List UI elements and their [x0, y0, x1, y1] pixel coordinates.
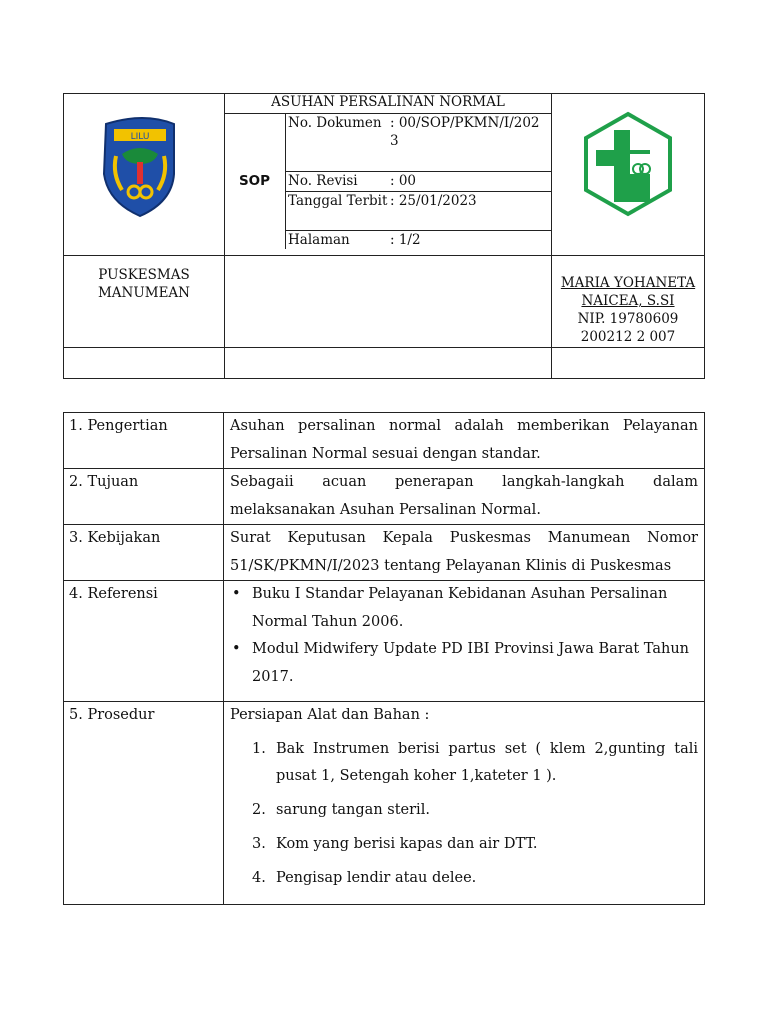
step-text: Pengisap lendir atau delee.: [276, 869, 477, 886]
list-item: • Modul Midwifery Update PD IBI Provinsi Jawa Barat Tahun 2017.: [252, 636, 698, 691]
pengertian-text: Asuhan persalinan normal adalah memberikan Pelayanan Persalinan Normal sesuai dengan standar.: [224, 413, 705, 469]
sop-header-table: [63, 93, 705, 379]
row-referensi: [64, 581, 705, 702]
no-revisi-value: : 00: [390, 172, 417, 189]
signer-nip: NIP. 19780609 200212 2 007: [577, 311, 679, 345]
kebijakan-text: Surat Keputusan Kepala Puskesmas Manumean Nomor 51/SK/PKMN/I/2023 tentang Pelayanan Klinis di Puskesmas: [224, 525, 705, 581]
puskesmas-logo-icon: [552, 94, 704, 251]
header-middle: [225, 94, 552, 256]
svg-text:LILU: LILU: [130, 132, 150, 142]
list-item: • Buku I Standar Pelayanan Kebidanan Asuhan Persalinan Normal Tahun 2006.: [252, 581, 698, 636]
signer-block: [552, 256, 705, 348]
prosedur-intro: Persiapan Alat dan Bahan :: [230, 707, 430, 723]
blank-cell-3: [552, 348, 705, 379]
blank-cell-2: [225, 348, 552, 379]
tanggal-label: Tanggal Terbit: [288, 192, 388, 209]
referensi-label: 4. Referensi: [64, 581, 224, 702]
sop-content-table: [63, 412, 705, 905]
no-revisi-label: No. Revisi: [288, 172, 358, 189]
prosedur-steps: [230, 736, 698, 892]
kebijakan-label: 3. Kebijakan: [64, 525, 224, 581]
step-number: 3.: [252, 835, 266, 852]
signer-name: MARIA YOHANETA NAICEA, S.SI: [560, 275, 696, 309]
tujuan-label: 2. Tujuan: [64, 469, 224, 525]
list-item: [252, 736, 698, 790]
step-text: Kom yang berisi kapas dan air DTT.: [276, 835, 538, 852]
right-logo-cell: [552, 94, 705, 256]
no-dokumen-value: : 00/SOP/PKMN/I/2023: [390, 114, 540, 149]
list-item: [252, 797, 698, 824]
sop-label: SOP: [224, 113, 286, 249]
tanggal-value: : 25/01/2023: [390, 192, 477, 209]
referensi-list: [230, 581, 698, 691]
step-number: 4.: [252, 869, 266, 886]
no-dokumen-label: No. Dokumen: [288, 114, 382, 131]
halaman-value: : 1/2: [390, 231, 421, 248]
step-number: 1.: [252, 740, 266, 757]
step-number: 2.: [252, 801, 266, 818]
pengertian-label: 1. Pengertian: [64, 413, 224, 469]
tujuan-text: Sebagaii acuan penerapan langkah-langkah dalam melaksanakan Asuhan Persalinan Normal.: [224, 469, 705, 525]
step-text: sarung tangan steril.: [276, 801, 430, 818]
halaman-label: Halaman: [288, 231, 350, 248]
org-name: PUSKESMAS MANUMEAN: [64, 256, 225, 348]
step-text: Bak Instrumen berisi partus set ( klem 2,gunting tali pusat 1, Setengah koher 1,kateter 1 ).: [276, 740, 698, 784]
row-prosedur: [64, 702, 705, 905]
left-logo-cell: [64, 94, 225, 256]
prosedur-label: 5. Prosedur: [64, 702, 224, 905]
blank-cell-1: [64, 348, 225, 379]
signature-area: [225, 256, 552, 348]
row-pengertian: [64, 413, 705, 469]
list-item: [252, 865, 698, 892]
document-title: ASUHAN PERSALINAN NORMAL: [224, 93, 552, 113]
row-tujuan: [64, 469, 705, 525]
regency-emblem-icon: [64, 94, 224, 251]
row-kebijakan: [64, 525, 705, 581]
list-item: [252, 831, 698, 858]
